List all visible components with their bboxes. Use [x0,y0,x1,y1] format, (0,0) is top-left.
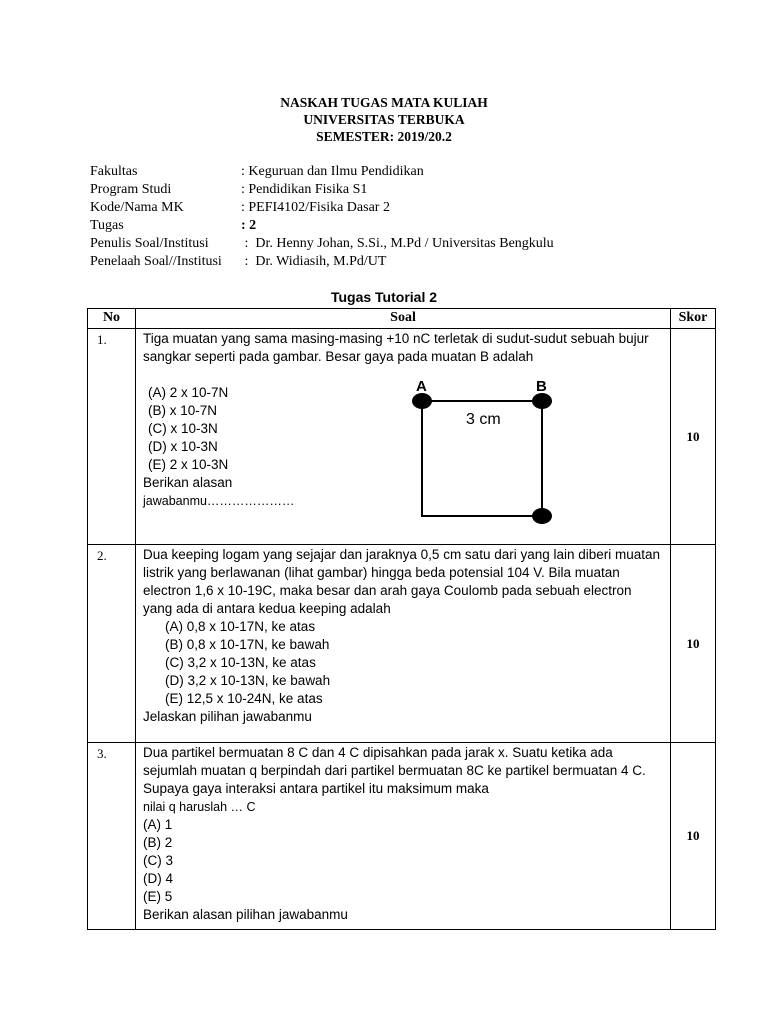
question-text-continued: nilai q haruslah … C [143,800,256,814]
question-text: Tiga muatan yang sama masing-masing +10 nC terletak di sudut-sudut sebuah bujur sangkar seperti pada gambar. Besar gaya pada muatan B adalah [143,331,649,364]
question-score: 10 [671,329,716,545]
option-d: (D) x 10-3N [148,439,218,454]
table-row [88,545,716,743]
info-row-penulis [90,235,554,253]
charge-a [412,393,432,409]
answer-instruction-continued: jawabanmu………………… [143,494,295,508]
option-b: (B) x 10-7N [148,403,218,418]
side-length-label: 3 cm [466,411,501,428]
info-value: : Dr. Widiasih, M.Pd/UT [241,254,387,269]
answer-instruction: Berikan alasan [143,475,233,490]
charge-b [532,393,552,409]
header-semester: SEMESTER: 2019/20.2 [316,129,452,144]
option-a: (A) 2 x 10-7N [148,385,229,400]
info-value: : Dr. Henny Johan, S.Si., M.Pd / Universitas Bengkulu [241,236,554,251]
label-a: A [416,378,427,395]
question-text: Dua partikel bermuatan 8 C dan 4 C dipisahkan pada jarak x. Suatu ketika ada sejumlah muatan q berpindah dari partikel bermuatan 8C ke partikel bermuatan 4 C. Supaya gaya interaksi antara partikel itu maksimum maka [143,745,646,796]
option-e: (E) 5 [143,889,173,904]
column-header-no: No [88,309,136,329]
question-text: Dua keeping logam yang sejajar dan jaraknya 0,5 cm satu dari yang lain diberi muatan listrik yang berlawanan (lihat gambar) hingga beda potensial 104 V. Bila muatan electron 1,6 x 10-19C, maka besar dan arah gaya Coulomb pada sebuah electron yang ada di antara kedua keeping adalah [143,547,661,616]
question-number: 3. [88,743,136,930]
option-a: (A) 1 [143,817,173,832]
question-number: 1. [88,329,136,545]
option-a: (A) 0,8 x 10-17N, ke atas [165,619,316,634]
label-b: B [536,378,547,395]
table-title: Tugas Tutorial 2 [330,289,438,305]
option-b: (B) 2 [143,835,173,850]
info-row-program-studi [90,181,554,199]
info-row-tugas [90,217,554,235]
question-cell [136,329,671,545]
charge-c [532,508,552,524]
square-charges-diagram [416,378,566,537]
option-b: (B) 0,8 x 10-17N, ke bawah [165,637,330,652]
option-e: (E) 12,5 x 10-24N, ke atas [165,691,323,706]
question-number: 2. [88,545,136,743]
table-row [88,743,716,930]
option-e: (E) 2 x 10-3N [148,457,229,472]
question-score: 10 [671,545,716,743]
info-row-penelaah [90,253,554,271]
answer-instruction: Jelaskan pilihan jawabanmu [143,709,312,724]
course-info [90,163,554,271]
table-header-row [88,309,716,329]
question-cell [136,545,671,743]
option-c: (C) 3 [143,853,173,868]
info-label: Program Studi [90,182,172,197]
column-header-skor: Skor [671,309,716,329]
question-score: 10 [671,743,716,930]
option-d: (D) 4 [143,871,173,886]
info-label: Kode/Nama MK [90,200,184,215]
info-row-kode-mk [90,199,554,217]
info-label: Penelaah Soal//Institusi [90,254,222,269]
info-label: Fakultas [90,164,138,179]
info-value: : PEFI4102/Fisika Dasar 2 [241,200,390,215]
question-cell [136,743,671,930]
header-title: NASKAH TUGAS MATA KULIAH [280,95,488,110]
header-university: UNIVERSITAS TERBUKA [303,112,465,127]
column-header-soal: Soal [136,309,671,329]
info-label: Penulis Soal/Institusi [90,236,209,251]
option-c: (C) 3,2 x 10-13N, ke atas [165,655,316,670]
info-value: : Pendidikan Fisika S1 [241,182,368,197]
tutorial-table [87,308,716,930]
option-d: (D) 3,2 x 10-13N, ke bawah [165,673,331,688]
info-label: Tugas [90,218,124,233]
answer-instruction: Berikan alasan pilihan jawabanmu [143,907,348,922]
table-row [88,329,716,545]
info-value: : 2 [241,218,257,233]
info-value: : Keguruan dan Ilmu Pendidikan [241,164,424,179]
option-c: (C) x 10-3N [148,421,218,436]
document-header [0,94,768,145]
info-row-fakultas [90,163,554,181]
